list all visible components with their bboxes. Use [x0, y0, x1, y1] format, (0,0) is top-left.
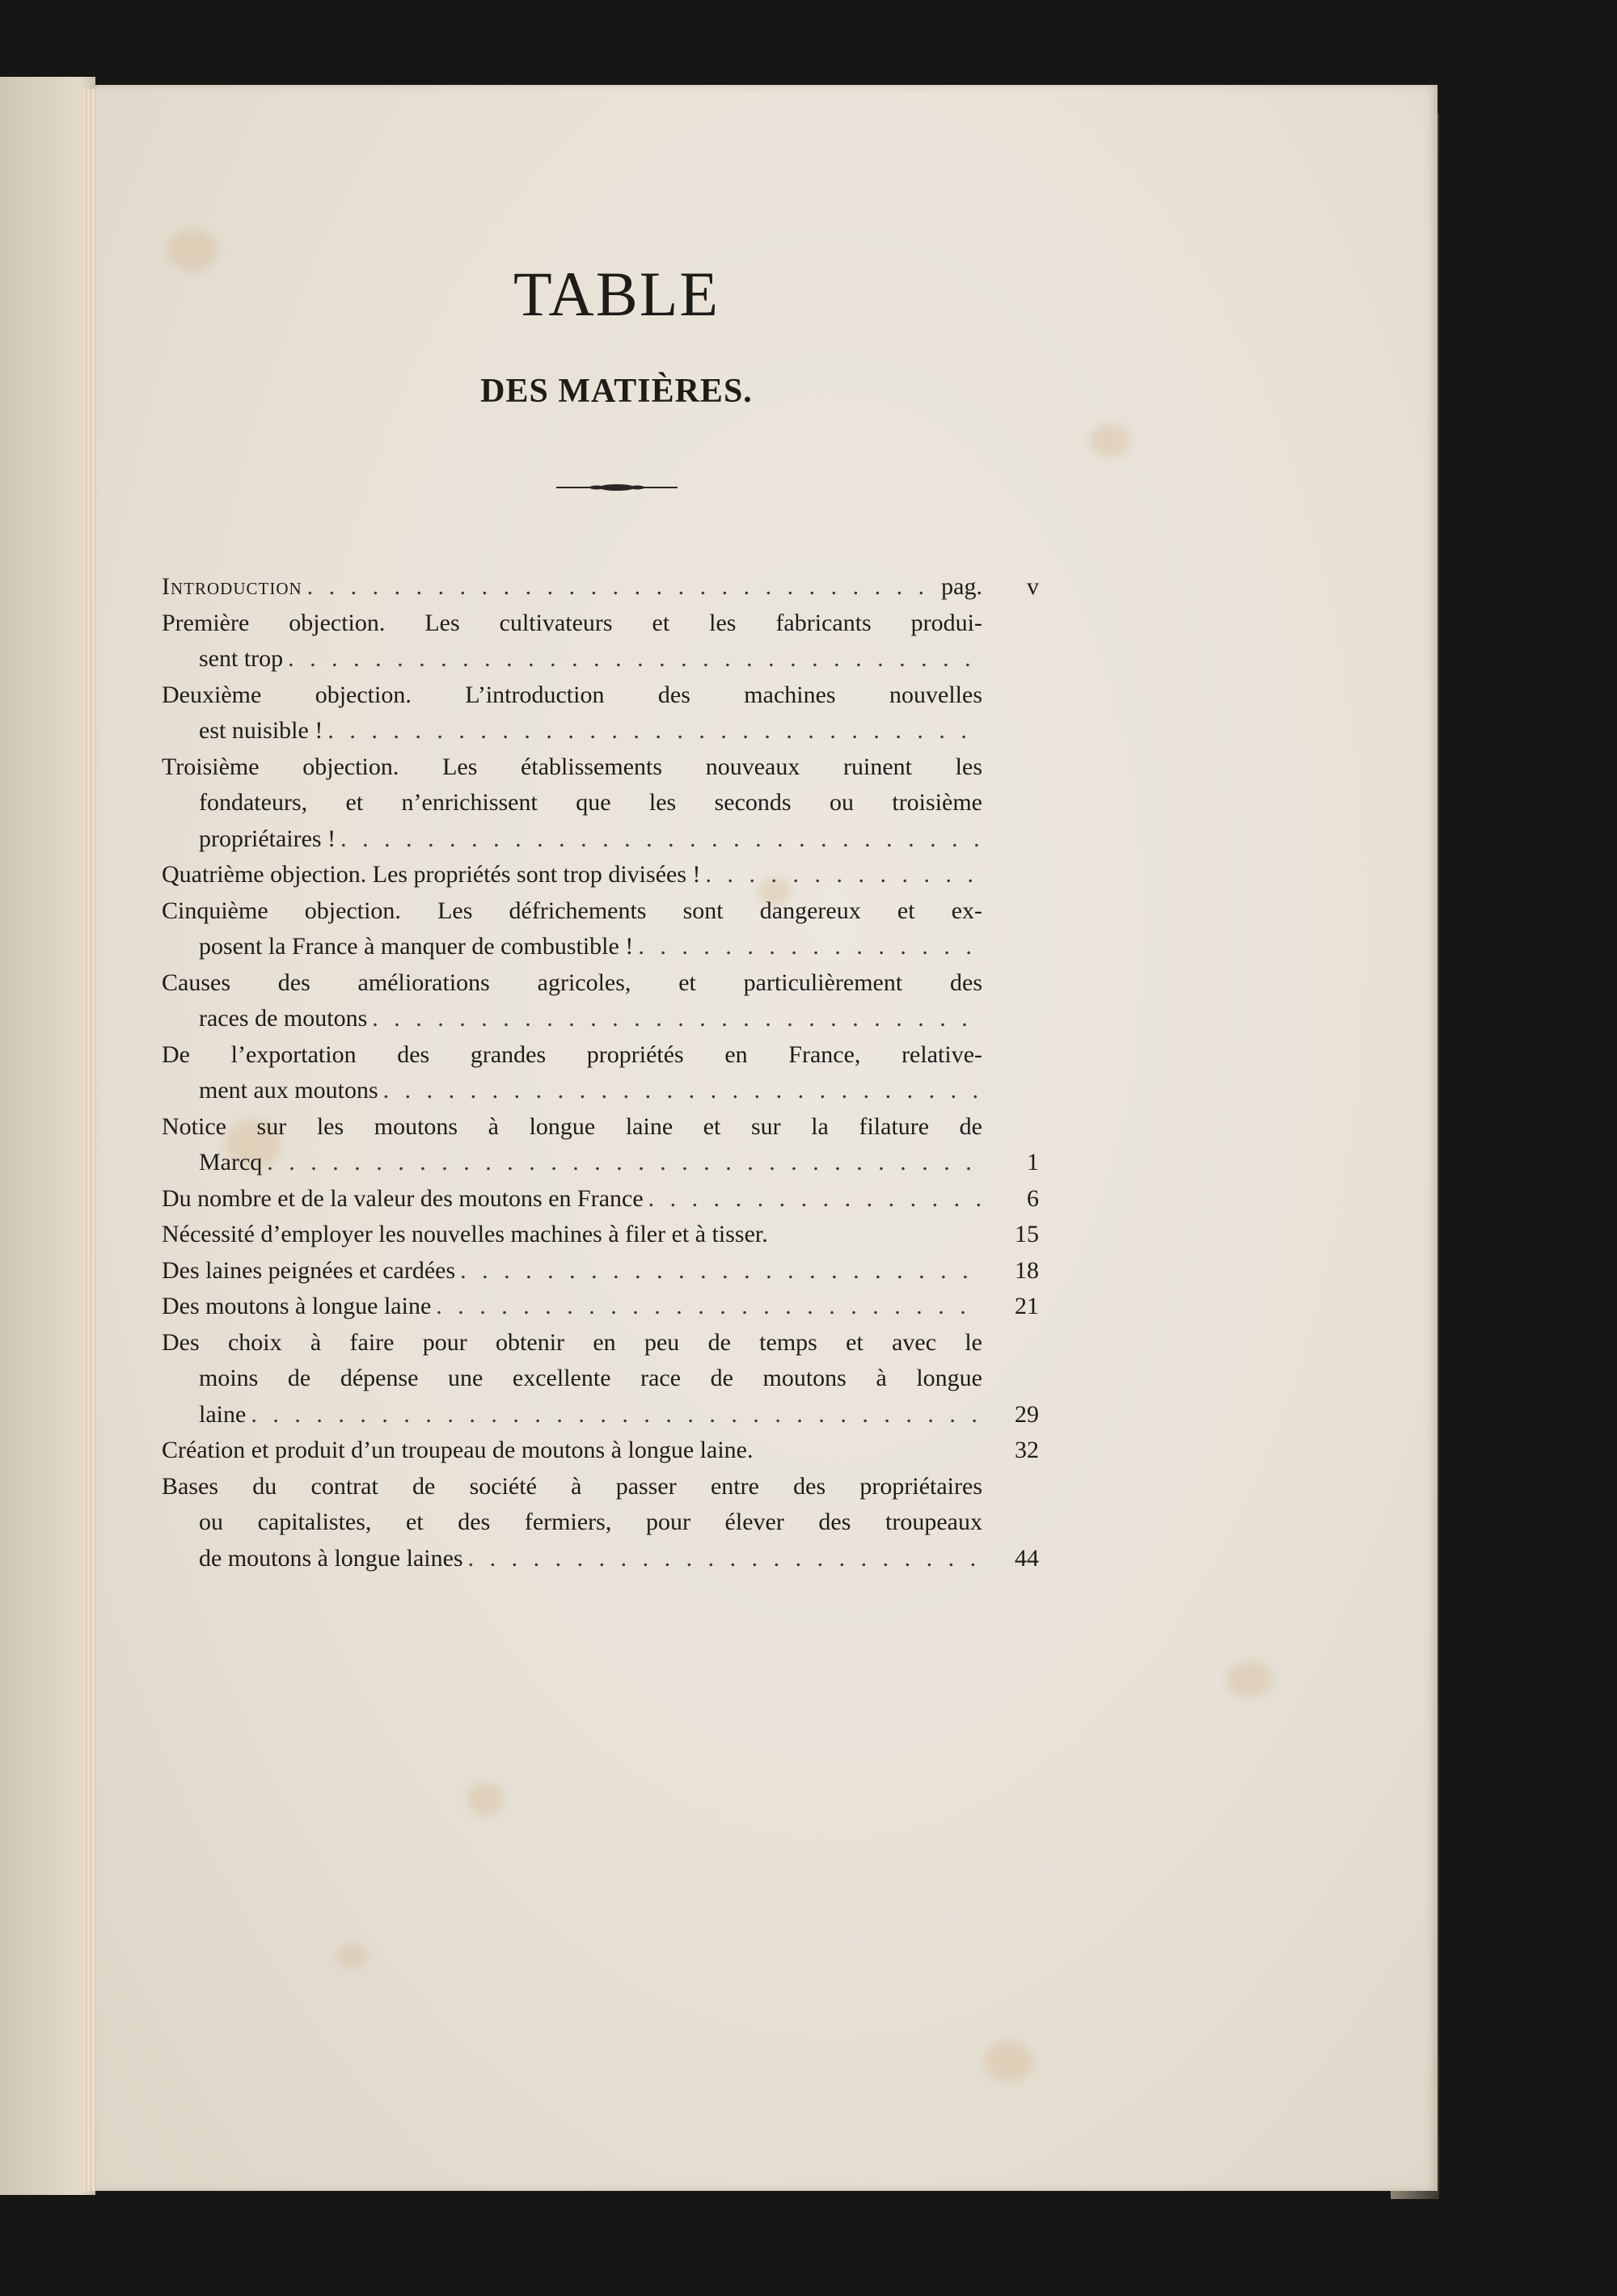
toc-entry-line	[162, 677, 982, 714]
toc-entry	[162, 1253, 1039, 1289]
toc-entry-text: Causes des améliorations agricoles, et particulièrement des	[162, 969, 982, 996]
toc-entry-text: Du nombre et de la valeur des moutons en France	[162, 1184, 644, 1212]
toc-entry-text: Création et produit d’un troupeau de moutons à longue laine.	[162, 1437, 754, 1463]
toc-entry	[162, 1217, 1039, 1253]
toc-entry	[162, 606, 1039, 677]
toc-entry-line	[162, 857, 982, 893]
toc-entry-line	[162, 1433, 982, 1469]
toc-entry-text: est nuisible !	[199, 717, 323, 744]
dot-leader	[327, 713, 982, 749]
toc-entry	[162, 857, 1039, 893]
toc-entry-line	[162, 1505, 982, 1541]
toc-list	[162, 569, 1039, 1576]
toc-entry-line	[162, 821, 982, 858]
toc-page-number: 1	[1027, 1149, 1039, 1175]
toc-entry-line	[162, 1469, 982, 1505]
toc-entry-line	[162, 1217, 982, 1253]
toc-entry-text: fondateurs, et n’enrichissent que les seconds ou troisième	[199, 789, 982, 816]
toc-entry-line	[162, 1109, 982, 1146]
toc-entry-text: Introduction	[162, 573, 302, 600]
toc-entry-text: De l’exportation des grandes propriétés en France, relative-	[162, 1040, 982, 1068]
dot-leader	[372, 1001, 982, 1037]
foxing-stain	[1227, 1661, 1272, 1698]
toc-entry-text: Troisième objection. Les établissements nouveaux ruinent les	[162, 753, 982, 780]
toc-entry-line	[162, 1037, 982, 1074]
toc-entry-text: de moutons à longue laines	[199, 1544, 463, 1572]
dot-leader	[251, 1397, 982, 1433]
toc-entry	[162, 1037, 1039, 1109]
toc-entry-text: Marcq	[199, 1149, 263, 1175]
dot-leader	[288, 641, 982, 677]
toc-entry-line	[162, 713, 982, 749]
toc-entry-text: posent la France à manquer de combustible !	[199, 933, 634, 960]
toc-entry-line	[162, 1073, 982, 1109]
toc-entry-text: Des laines peignées et cardées	[162, 1256, 456, 1284]
toc-page-number: 32	[1015, 1437, 1039, 1463]
ornament-rule-icon	[524, 483, 678, 492]
dot-leader	[436, 1289, 982, 1325]
dot-leader	[638, 929, 982, 965]
page-subtitle: DES MATIÈRES.	[480, 373, 753, 410]
toc-entry	[162, 677, 1039, 749]
pag-label: pag.	[941, 573, 982, 600]
toc-entry-text: Nécessité d’employer les nouvelles machines à filer et à tisser.	[162, 1221, 768, 1247]
toc-entry	[162, 749, 1039, 858]
toc-entry-line	[162, 1181, 982, 1218]
toc-entry	[162, 1109, 1039, 1181]
toc-entry-text: Des choix à faire pour obtenir en peu de temps et avec le	[162, 1328, 982, 1356]
table-of-contents	[162, 259, 1039, 1576]
toc-entry-line	[162, 1361, 982, 1397]
toc-entry	[162, 1325, 1039, 1433]
toc-entry-text: Des moutons à longue laine	[162, 1293, 432, 1319]
toc-entry-text: Deuxième objection. L’introduction des machines nouvelles	[162, 681, 982, 708]
toc-entry-text: Cinquième objection. Les défrichements sont dangereux et ex-	[162, 897, 982, 924]
toc-entry-line	[162, 1397, 982, 1433]
toc-entry-text: laine	[199, 1400, 247, 1428]
toc-entry-line	[162, 1541, 982, 1577]
toc-entry	[162, 893, 1039, 965]
toc-entry	[162, 1181, 1039, 1218]
toc-entry-text: races de moutons	[199, 1005, 368, 1032]
toc-entry-text: ment aux moutons	[199, 1077, 378, 1104]
toc-page-number: 29	[1015, 1400, 1039, 1428]
dot-leader	[468, 1541, 982, 1577]
toc-page-number: v	[1027, 573, 1039, 600]
toc-entry-line	[162, 1325, 982, 1361]
toc-page-number: 15	[1015, 1221, 1039, 1247]
toc-entry-line	[162, 606, 982, 642]
toc-entry	[162, 1433, 1039, 1469]
toc-entry-text: sent trop	[199, 645, 284, 672]
toc-entry-line	[162, 1145, 982, 1181]
toc-entry-line	[162, 1289, 982, 1325]
toc-entry-text: Quatrième objection. Les propriétés sont trop divisées !	[162, 861, 701, 888]
toc-entry-line	[162, 785, 982, 821]
toc-entry-line	[162, 965, 982, 1002]
toc-entry-text: propriétaires !	[199, 825, 336, 852]
foxing-stain	[1090, 424, 1130, 457]
toc-entry-line	[162, 893, 982, 930]
dot-leader	[267, 1145, 982, 1181]
dot-leader	[307, 569, 937, 606]
foxing-stain	[985, 2041, 1033, 2082]
toc-entry	[162, 569, 1039, 606]
toc-page-number: 44	[1015, 1544, 1039, 1572]
dot-leader	[460, 1253, 982, 1289]
dot-leader	[648, 1181, 982, 1218]
dot-leader	[340, 821, 982, 858]
dot-leader	[383, 1073, 982, 1109]
toc-entry-text: Notice sur les moutons à longue laine et sur la filature de	[162, 1112, 982, 1140]
toc-entry	[162, 1469, 1039, 1577]
toc-entry-text: Première objection. Les cultivateurs et les fabricants produi-	[162, 609, 982, 636]
toc-entry-line	[162, 569, 982, 606]
toc-page-number: 6	[1027, 1184, 1039, 1212]
dot-leader	[706, 857, 983, 893]
toc-entry-line	[162, 749, 982, 786]
toc-entry-line	[162, 1253, 982, 1289]
toc-entry-text: moins de dépense une excellente race de moutons à longue	[199, 1365, 982, 1391]
toc-page-number: 21	[1015, 1293, 1039, 1319]
toc-entry-line	[162, 929, 982, 965]
toc-entry-text: ou capitalistes, et des fermiers, pour élever des troupeaux	[199, 1509, 982, 1535]
foxing-stain	[338, 1944, 366, 1969]
page-title: TABLE	[513, 259, 720, 329]
toc-entry-line	[162, 641, 982, 677]
foxing-stain	[467, 1783, 504, 1815]
toc-entry-text: Bases du contrat de société à passer entre des propriétaires	[162, 1472, 982, 1500]
toc-entry	[162, 1289, 1039, 1325]
toc-page-number: 18	[1015, 1256, 1039, 1284]
toc-entry	[162, 965, 1039, 1037]
toc-entry-line	[162, 1001, 982, 1037]
